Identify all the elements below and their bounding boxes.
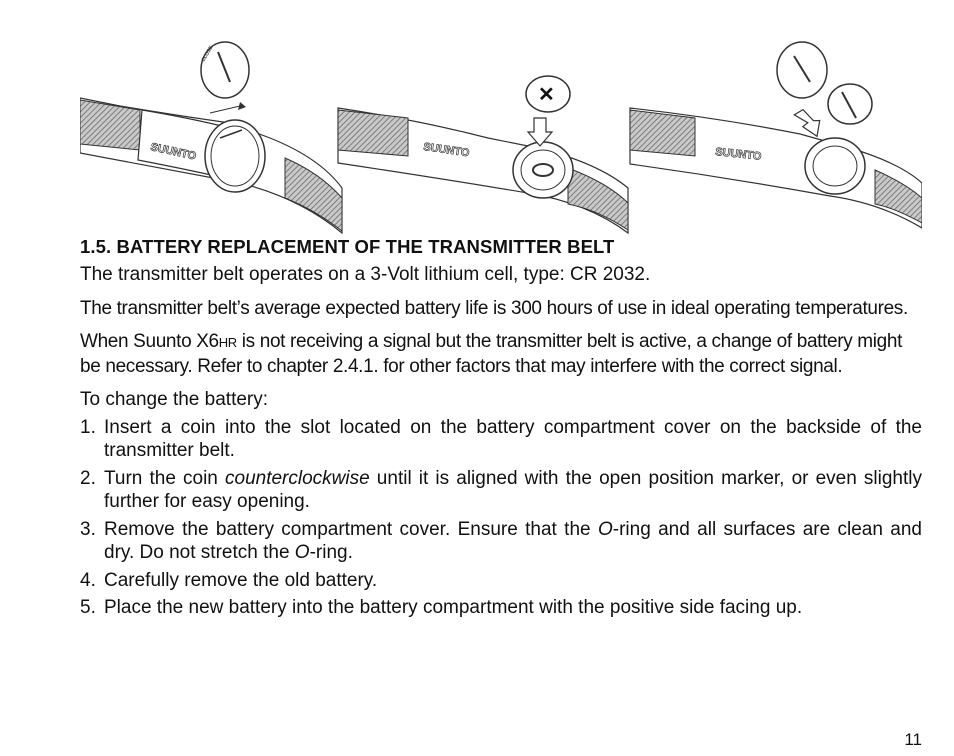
section-heading: 1.5. BATTERY REPLACEMENT OF THE TRANSMITTER BELT bbox=[80, 236, 615, 257]
battery-replacement-illustrations bbox=[80, 38, 922, 234]
step-text: Carefully remove the old battery. bbox=[104, 569, 378, 591]
emphasis: O bbox=[597, 518, 613, 540]
model-suffix: HR bbox=[218, 335, 237, 350]
belt-brand-logo: SUUNTO bbox=[422, 141, 471, 160]
battery-section bbox=[80, 236, 922, 624]
paragraph-cell-type: The transmitter belt operates on a 3-Volt lithium cell, type: CR 2032. bbox=[80, 264, 651, 285]
list-item bbox=[80, 467, 922, 514]
page-number: 11 bbox=[904, 730, 922, 749]
list-item bbox=[80, 569, 922, 593]
list-item bbox=[80, 518, 922, 565]
illustration-strip bbox=[80, 38, 922, 234]
emphasis: O bbox=[294, 542, 310, 563]
figure-2-insert-coin bbox=[338, 76, 628, 233]
steps-list bbox=[80, 416, 922, 620]
figure-1-coin-turn bbox=[80, 42, 342, 233]
remove-mark: ✕ bbox=[538, 84, 555, 106]
step-number: 5. bbox=[80, 597, 96, 618]
step-number: 2. bbox=[80, 467, 96, 489]
step-text: Place the new battery into the battery compartment with the positive side facing up. bbox=[104, 597, 803, 618]
paragraph-battery-life: The transmitter belt’s average expected battery life is 300 hours of use in ideal operating temperatures. bbox=[80, 297, 908, 319]
figure-3-remove-cover bbox=[630, 42, 922, 228]
list-item bbox=[80, 416, 922, 463]
emphasis: counterclockwise bbox=[225, 467, 370, 489]
step-text: Insert a coin into the slot located on the battery compartment cover on the backside of the transmitter belt. bbox=[104, 416, 922, 461]
paragraph-battery-change bbox=[80, 330, 922, 378]
step-number: 4. bbox=[80, 569, 96, 591]
belt-brand-logo: SUUNTO bbox=[714, 146, 762, 163]
step-text: Turn the coin bbox=[104, 467, 226, 489]
text-run: is not receiving a signal but the transmitter belt is active, a change of battery might be necessary. Refer to chapter 2.4.1. for other factors that may interfere with the correct signal. bbox=[80, 331, 903, 377]
step-text: Remove the battery compartment cover. Ensure that the bbox=[104, 518, 598, 540]
step-number: 1. bbox=[80, 416, 96, 438]
step-text: -ring and all surfaces are clean and dry. Do not stretch the bbox=[104, 518, 922, 563]
text-run: When Suunto X6 bbox=[80, 331, 219, 352]
paragraph-intro-steps: To change the battery: bbox=[80, 389, 269, 410]
belt-brand-logo: SUUNTO bbox=[149, 141, 198, 163]
step-text: until it is aligned with the open position marker, or even slightly further for easy opening. bbox=[104, 467, 922, 512]
svg-text:CLOSE: CLOSE bbox=[200, 45, 215, 63]
step-number: 3. bbox=[80, 518, 96, 540]
step-text: -ring. bbox=[309, 542, 353, 563]
list-item bbox=[80, 596, 922, 620]
